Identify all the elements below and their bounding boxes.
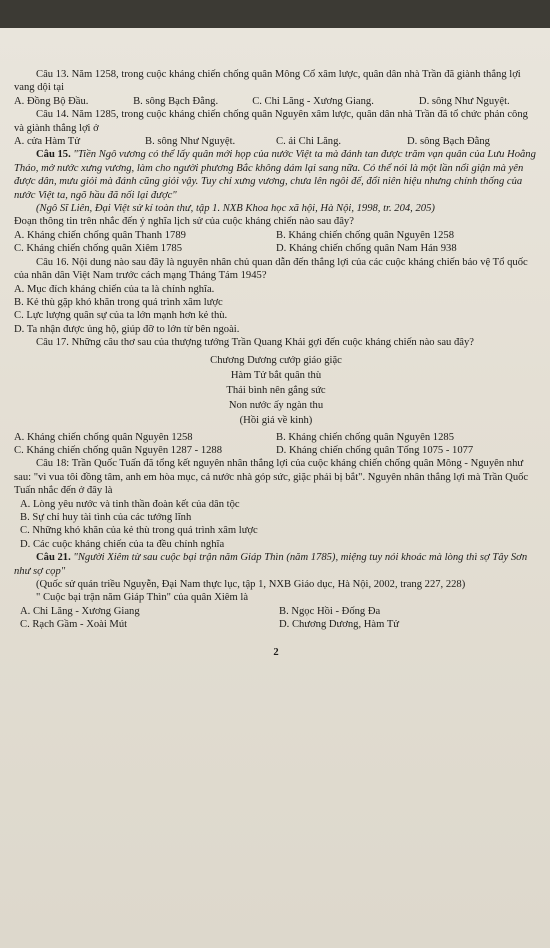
poem-line: Hàm Tử bắt quân thù <box>230 369 322 381</box>
q18-option-a: A. Lòng yêu nước và tinh thần đoàn kết của dân tộc <box>20 498 240 510</box>
question-21-ask: " Cuộc bại trận năm Giáp Thìn" của quân Xiêm là <box>36 592 249 604</box>
poem-line: Thái bình nên gắng sức <box>226 384 326 396</box>
question-18-stem: Câu 18: Trần Quốc Tuấn đã tổng kết nguyên nhân thắng lợi của cuộc kháng chiến chống quân Mông - Nguyên như sau: "vì vua tôi đồng tâm, anh em hòa mục, cả nước nhà góp sức, giặc phải bị bắt". Nguyên nhân thắng lợi mà Trần Quốc Tuấn nhắc đến ở đây là <box>14 458 529 497</box>
page-number: 2 <box>273 646 279 658</box>
question-16 <box>14 256 538 336</box>
poem <box>14 353 538 428</box>
question-13-stem: Câu 13. Năm 1258, trong cuộc kháng chiến chống quân Mông Cổ xâm lược, quân dân nhà Trần đã giành thắng lợi vang dội tại <box>14 69 521 94</box>
q16-option-c: C. Lực lượng quân sự của ta lớn mạnh hơn kẻ thù. <box>14 310 228 322</box>
q17-option-a: A. Kháng chiến chống quân Nguyên 1258 <box>14 431 193 443</box>
q14-option-c: C. ải Chi Lăng. <box>276 136 342 148</box>
q21-option-c: C. Rạch Gầm - Xoài Mút <box>20 619 128 631</box>
question-21-source: (Quốc sử quán triều Nguyễn, Đại Nam thực lục, tập 1, NXB Giáo dục, Hà Nội, 2002, trang 227, 228) <box>36 579 466 590</box>
question-15-label: Câu 15. <box>36 149 71 161</box>
question-16-stem: Câu 16. Nội dung nào sau đây là nguyên nhân chủ quan dẫn đến thắng lợi của các cuộc kháng chiến bảo vệ Tổ quốc của nhân dân Việt Nam trước cách mạng Tháng Tám 1945? <box>14 256 528 282</box>
question-14-stem: Câu 14. Năm 1285, trong cuộc kháng chiến chống quân Nguyên xâm lược, quân dân nhà Trần đã tổ chức phản công và giành thắng lợi ở <box>14 109 528 134</box>
question-17-stem: Câu 17. Những câu thơ sau của thượng tướng Trần Quang Khải gợi đến cuộc kháng chiến nào sau đây? <box>36 337 474 349</box>
q21-option-a: A. Chi Lăng - Xương Giang <box>20 605 140 617</box>
question-21-label: Câu 21. <box>36 552 71 564</box>
poem-line: Chương Dương cướp giáo giặc <box>210 354 342 366</box>
q15-option-b: B. Kháng chiến chống quân Nguyên 1258 <box>276 229 454 241</box>
q18-option-d: D. Các cuộc kháng chiến của ta đều chính nghĩa <box>20 538 225 550</box>
q13-option-d: D. sông Như Nguyệt. <box>418 95 510 107</box>
q18-option-c: C. Những khó khăn của kẻ thù trong quá trình xâm lược <box>20 525 258 537</box>
q16-option-b: B. Kẻ thù gặp khó khăn trong quá trình xâm lược <box>14 296 223 308</box>
q14-option-d: D. sông Bạch Đằng <box>407 136 490 148</box>
q21-option-b: B. Ngọc Hồi - Đống Đa <box>279 605 381 617</box>
q13-option-c: C. Chi Lăng - Xương Giang. <box>252 95 374 107</box>
q17-option-b: B. Kháng chiến chống quân Nguyên 1285 <box>276 431 454 443</box>
poem-line: Non nước ấy ngàn thu <box>228 399 324 411</box>
q17-option-d: D. Kháng chiến chống quân Tống 1075 - 1077 <box>276 444 474 456</box>
question-21-quote: "Người Xiêm từ sau cuộc bại trận năm Giáp Thìn (năm 1785), miệng tuy nói khoác mà lòng thì sợ Tây Sơn như sợ cọp" <box>14 552 528 577</box>
question-13 <box>14 68 538 108</box>
q17-option-c: C. Kháng chiến chống quân Nguyên 1287 - 1288 <box>14 444 223 456</box>
q14-option-a: A. cửa Hàm Tử <box>14 136 81 148</box>
question-21 <box>14 551 538 631</box>
question-17 <box>14 336 538 457</box>
q13-option-b: B. sông Bạch Đằng. <box>133 95 219 107</box>
poem-title: (Hồi giá về kinh) <box>239 414 313 426</box>
question-18 <box>14 457 538 551</box>
q16-option-d: D. Ta nhận được ủng hộ, giúp đỡ to lớn từ bên ngoài. <box>14 323 240 335</box>
q15-option-d: D. Kháng chiến chống quân Nam Hán 938 <box>276 243 457 255</box>
document-page <box>0 28 550 948</box>
question-15-source: (Ngô Sĩ Liên, Đại Việt sử kí toàn thư, tập 1. NXB Khoa học xã hội, Hà Nội, 1998, tr. 204, 205) <box>36 203 435 215</box>
q15-option-a: A. Kháng chiến chống quân Thanh 1789 <box>14 229 186 241</box>
question-15 <box>14 148 538 255</box>
q16-option-a: A. Mục đích kháng chiến của ta là chính nghĩa. <box>14 283 215 295</box>
question-15-ask: Đoạn thông tin trên nhắc đến ý nghĩa lịch sử của cuộc kháng chiến nào sau đây? <box>14 216 354 228</box>
q15-option-c: C. Kháng chiến chống quân Xiêm 1785 <box>14 243 182 255</box>
q14-option-b: B. sông Như Nguyệt. <box>145 136 236 148</box>
question-14 <box>14 108 538 148</box>
q21-option-d: D. Chương Dương, Hàm Tử <box>279 619 400 631</box>
q18-option-b: B. Sự chỉ huy tài tình của các tướng lĩnh <box>20 511 192 523</box>
question-15-quote: "Tiền Ngô vương có thể lấy quân mới họp của nước Việt ta mà đánh tan được trăm vạn quân của Lưu Hoằng Tháo, mở nước xưng vương, làm cho người phương Bắc không dám lại sang nữa. Có thể nói là một lần nổi giận mà yên được dân, mưu giỏi mà đánh cũng giỏi vậy. Tuy chỉ xưng vương, chưa lên ngôi đế, đổi niên hiệu nhưng chính thống của nước Việt ta, ngõ hầu đã nối lại được" <box>14 149 536 201</box>
q13-option-a: A. Đồng Bộ Đầu. <box>14 95 89 107</box>
